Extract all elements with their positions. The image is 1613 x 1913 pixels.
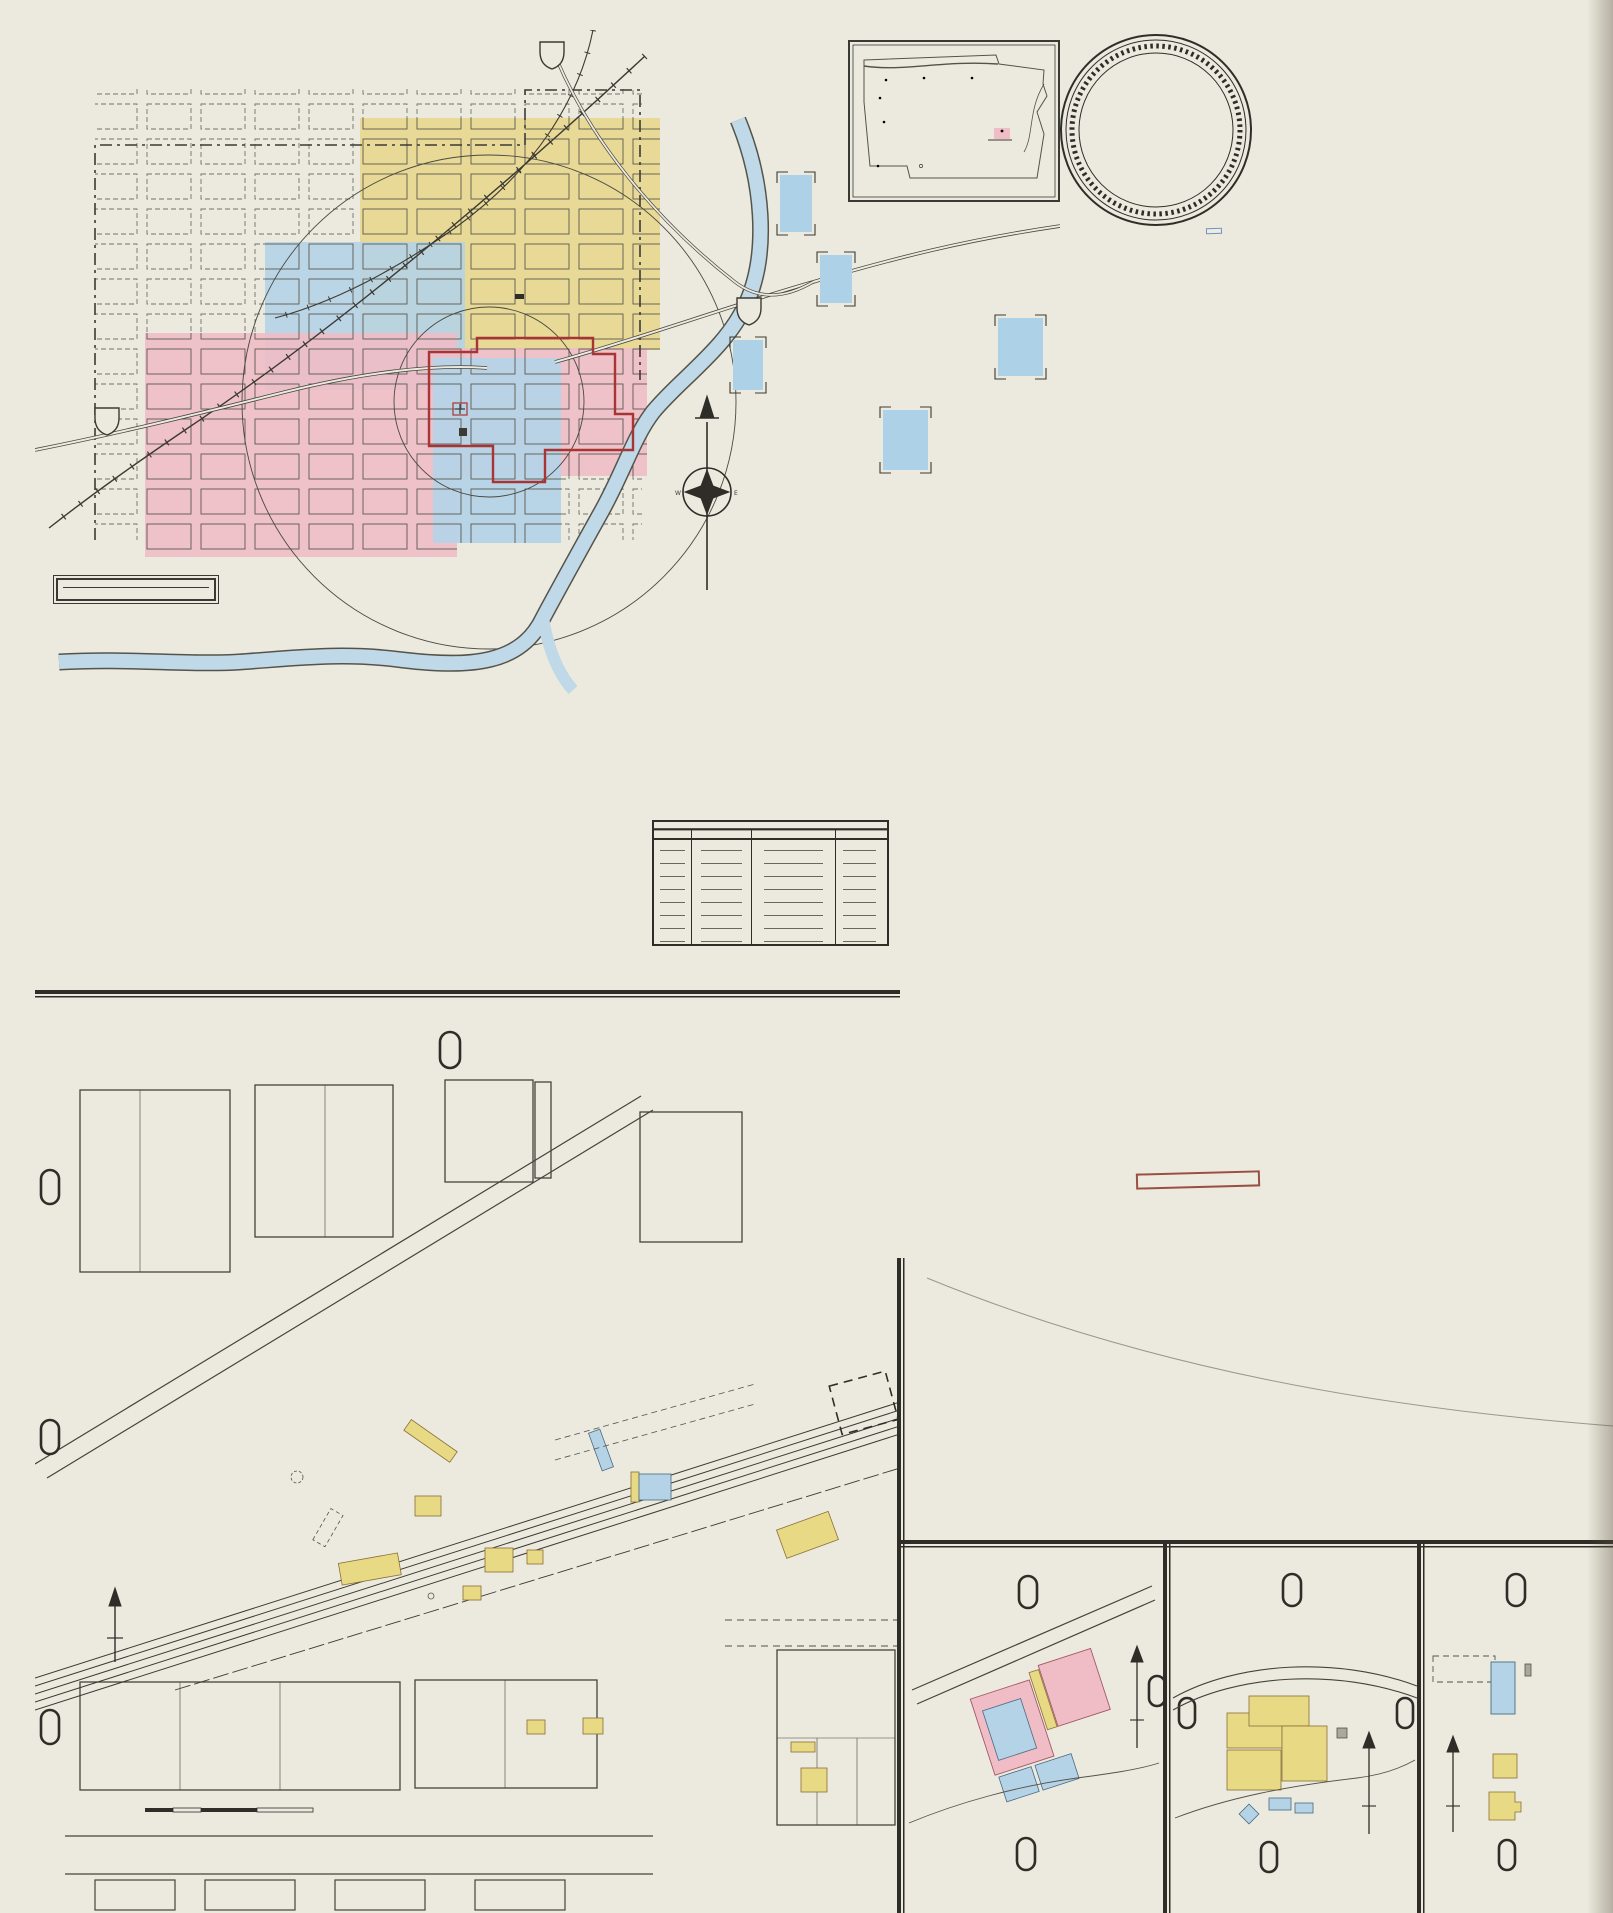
compass-rose [675,396,738,590]
correction-h1 [654,830,692,838]
faint-road [927,1278,1613,1426]
correction-record [652,820,889,946]
library-of-congress-stamp [1136,1170,1260,1189]
scale-note [295,712,490,732]
panel-hawley [1433,1656,1531,1832]
sheet-coverage-markers [730,172,1046,473]
correction-h4 [836,830,883,838]
state-location-inset [848,40,1060,202]
sanborn-seal [1058,30,1258,300]
correction-headers [654,830,887,840]
scale-bar [145,1808,313,1812]
loc-line2 [1142,1180,1254,1183]
date-received-stamp [1206,228,1222,235]
correction-h3 [752,830,836,838]
street-index [942,742,1613,760]
sanitarium-buildings [1227,1696,1347,1824]
harrison-not-open [725,1620,900,1646]
report-notes [1072,316,1382,324]
correction-rows [654,840,887,944]
map-border-top [35,990,900,994]
inset-panels [897,1258,1613,1913]
panel-natatorium [909,1586,1159,1823]
railroad-corridor [35,1402,900,1710]
key-title [63,585,209,588]
washington-street [65,1836,653,1910]
depot-marker [515,294,524,299]
correction-h2 [692,830,752,838]
detail-buildings [291,1384,838,1792]
correction-title [654,822,887,831]
barkley-drive [35,1096,653,1478]
detail-map [35,990,900,1913]
city-blocks [80,1080,895,1825]
sheet5-marker [829,1371,898,1434]
map-key-legend [56,578,216,601]
loc-line1 [1142,1178,1254,1181]
compass-e: E [734,490,738,497]
oval-marks [41,1032,460,1744]
loc-line3 [1142,1180,1254,1183]
compass-w: W [675,490,681,497]
